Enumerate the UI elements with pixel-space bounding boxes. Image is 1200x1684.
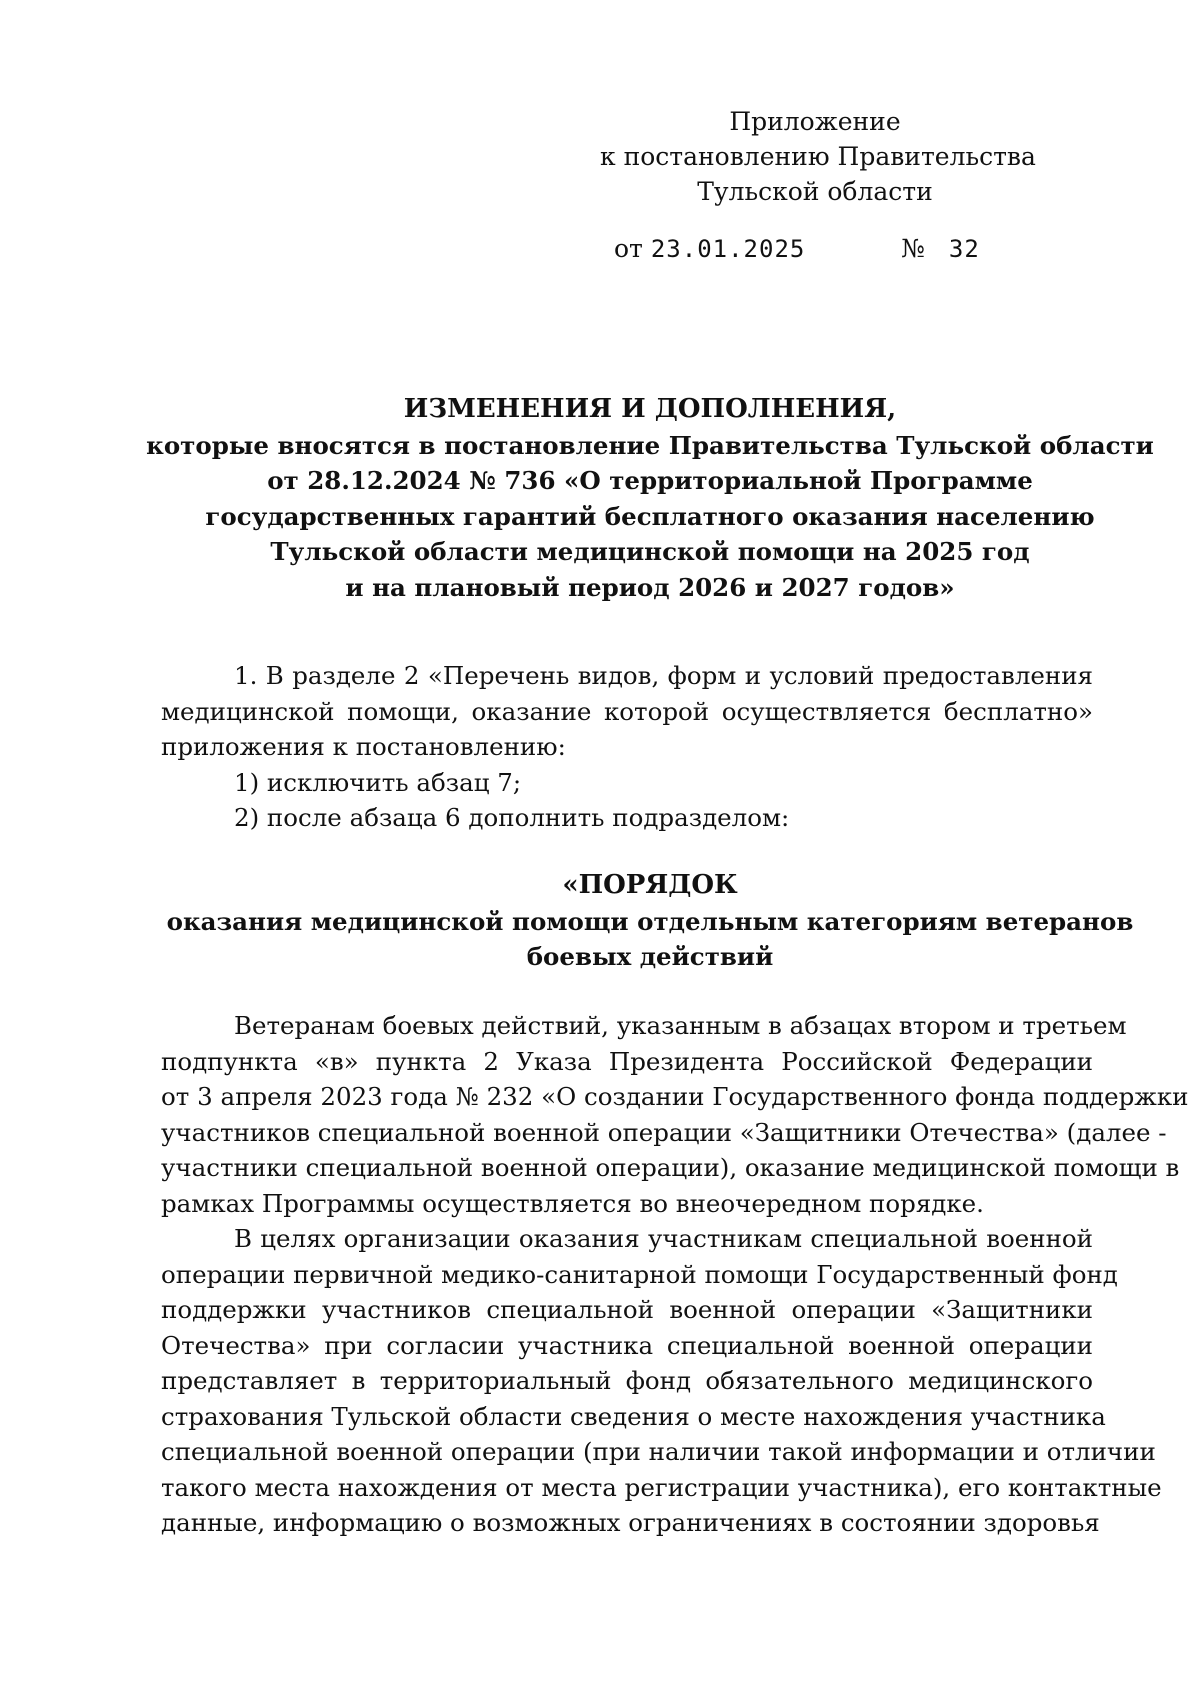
paragraph-2-line: такого места нахождения от места регистрации участника), его контактные <box>161 1472 1162 1502</box>
section-1-line: приложения к постановлению: <box>161 732 566 761</box>
paragraph-1-line: Ветеранам боевых действий, указанным в абзацах втором и третьем <box>234 1011 1127 1040</box>
paragraph-1-line: от 3 апреля 2023 года № 232 «О создании Государственного фонда поддержки <box>161 1082 1189 1111</box>
paragraph-2-line: Отечества» при согласии участника специальной военной операции <box>161 1330 1093 1360</box>
paragraph-1-line: участники специальной военной операции), оказание медицинской помощи в <box>161 1153 1180 1182</box>
title-line: от 28.12.2024 № 736 «О территориальной Программе <box>267 466 1033 495</box>
paragraph-2-line: поддержки участников специальной военной операции «Защитники <box>161 1295 1093 1324</box>
title-line: государственных гарантий бесплатного оказания населению <box>205 501 1095 531</box>
section-1-item-1: 1) исключить абзац 7; <box>234 767 522 797</box>
number-sign: № <box>901 234 925 263</box>
paragraph-2-line: специальной военной операции (при наличии такой информации и отличии <box>161 1437 1156 1466</box>
appendix-subtitle: к постановлению Правительства <box>600 142 1036 171</box>
paragraph-1-line: участников специальной военной операции «Защитники Отечества» (далее - <box>161 1117 1167 1147</box>
resolution-number: 32 <box>948 235 980 263</box>
paragraph-1-line: рамках Программы осуществляется во внеочередном порядке. <box>161 1188 984 1218</box>
resolution-date-number <box>614 234 980 263</box>
subsection-line: оказания медицинской помощи отдельным категориям ветеранов <box>166 906 1134 936</box>
subsection-heading: «ПОРЯДОК <box>562 870 738 900</box>
title-line: которые вносятся в постановление Правительства Тульской области <box>146 430 1154 460</box>
subsection-line: боевых действий <box>526 942 774 971</box>
resolution-date: 23.01.2025 <box>650 235 806 263</box>
title-line: Тульской области медицинской помощи на 2025 год <box>270 537 1030 566</box>
date-prefix: от <box>614 234 643 263</box>
paragraph-2-line: страхования Тульской области сведения о месте нахождения участника <box>161 1401 1106 1431</box>
section-1-line: 1. В разделе 2 «Перечень видов, форм и условий предоставления <box>234 661 1093 690</box>
paragraph-1-line: подпункта «в» пункта 2 Указа Президента Российской Федерации <box>161 1046 1093 1076</box>
section-1 <box>161 658 1093 836</box>
section-1-item-2: 2) после абзаца 6 дополнить подразделом: <box>234 803 790 832</box>
paragraph-2-line: В целях организации оказания участникам специальной военной <box>234 1224 1093 1253</box>
title-line: и на плановый период 2026 и 2027 годов» <box>345 572 955 602</box>
appendix-title: Приложение <box>729 107 901 136</box>
subsection-title <box>140 868 1160 975</box>
paragraph-2 <box>161 1221 1162 1541</box>
appendix-header <box>600 104 1036 209</box>
paragraph-2-line: данные, информацию о возможных ограничениях в состоянии здоровья <box>161 1508 1100 1537</box>
section-1-line: медицинской помощи, оказание которой осуществляется бесплатно» <box>161 696 1093 726</box>
title-heading: ИЗМЕНЕНИЯ И ДОПОЛНЕНИЯ, <box>403 394 897 424</box>
paragraph-2-line: операции первичной медико-санитарной помощи Государственный фонд <box>161 1259 1118 1289</box>
paragraph-1 <box>161 1008 1189 1221</box>
paragraph-2-line: представляет в территориальный фонд обязательного медицинского <box>161 1366 1093 1395</box>
document-title <box>140 392 1160 605</box>
appendix-region: Тульской области <box>697 177 933 206</box>
